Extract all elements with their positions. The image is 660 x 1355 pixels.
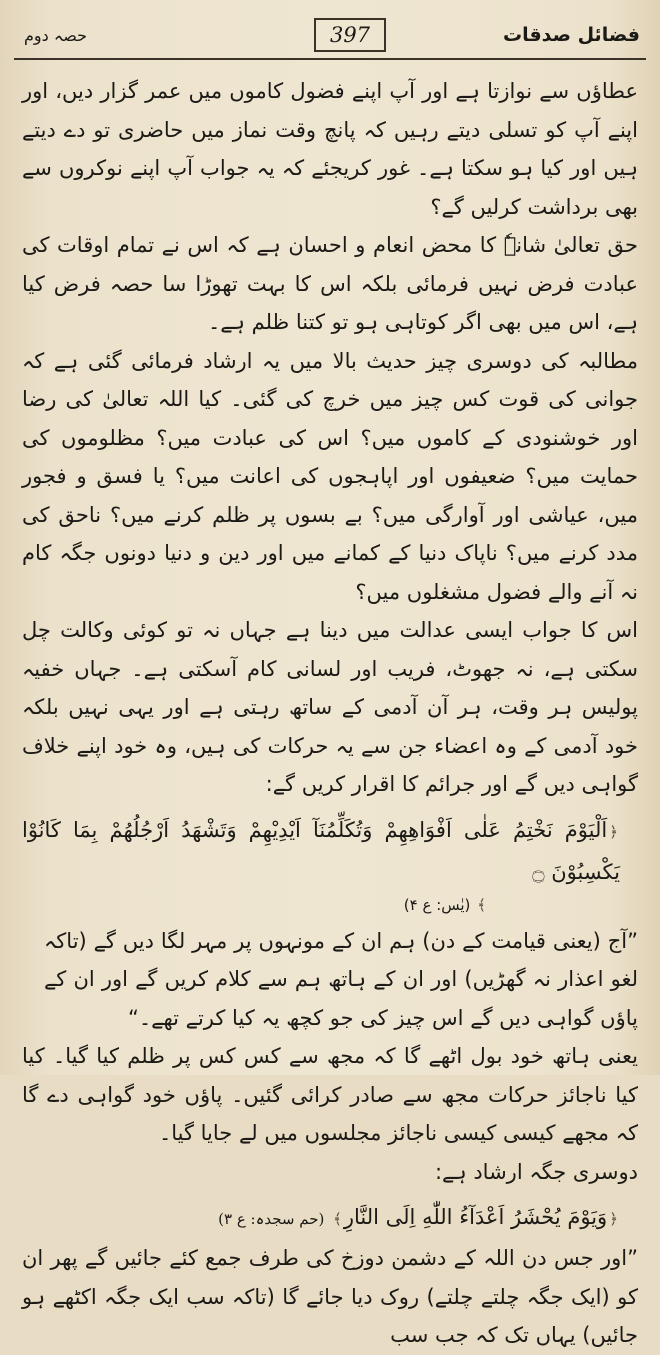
verse-bracket-open-icon: ﴿ bbox=[609, 822, 618, 841]
paragraph-1: عطاؤں سے نوازتا ہے اور آپ اپنے فضول کاموں میں عمر گزار دیں، اور اپنے آپ کو تسلی دیتے رہیں کہ پانچ وقت نماز میں حاضری تو دے دیتے ہیں اور کیا ہو سکتا ہے۔ غور کریجئے کہ یہ جواب آپ اپنے نوکروں سے بھی برداشت کرلیں گے؟ bbox=[22, 79, 638, 219]
verse-1-reference bbox=[22, 892, 638, 918]
verse-1-text: اَلْيَوْمَ نَخْتِمُ عَلٰى اَفْوَاهِهِمْ وَتُكَلِّمُنَآ اَيْدِيْهِمْ وَتَشْهَدُ اَرْجُلُهُمْ بِمَا كَانُوْا يَكْسِبُوْنَ ۝ bbox=[22, 817, 620, 884]
paragraph-3: مطالبہ کی دوسری چیز حدیث بالا میں یہ ارشاد فرمائی گئی ہے کہ جوانی کی قوت کس چیز میں خرچ کی گئی۔ کیا اللہ تعالیٰ کی رضا اور خوشنودی کے کاموں میں؟ اس کی عبادت میں؟ مظلوموں کی حمایت میں؟ ضعیفوں اور اپاہجوں کی اعانت میں؟ یا فسق و فجور میں، عیاشی اور آوارگی میں؟ بے بسوں پر ظلم کرنے میں؟ ناحق کی مدد کرنے میں؟ ناپاک دنیا کے کمانے میں اور دین و دنیا دونوں جگہ کام نہ آنے والے فضول مشغلوں میں؟ bbox=[22, 348, 638, 604]
page-number: 397 bbox=[314, 18, 386, 52]
paragraph-2: حق تعالیٰ شانہٗ کا محض انعام و احسان ہے کہ اس نے تمام اوقات کی عبادت فرض نہیں فرمائی بلکہ اس کا بہت تھوڑا سا حصہ فرض کیا ہے، اس میں بھی اگر کوتاہی ہو تو کتنا ظلم ہے۔ bbox=[22, 233, 638, 334]
verse-2-bracket-close-icon: ﴾ bbox=[333, 1210, 342, 1228]
page-body bbox=[22, 72, 638, 1355]
book-title: فضائل صدقات bbox=[502, 24, 640, 46]
page-header bbox=[14, 18, 646, 58]
translation-2: ”اور جس دن اللہ کے دشمن دوزخ کی طرف جمع کئے جائیں گے پھر ان کو (ایک جگہ چلتے چلتے) روک دیا جائے گا (تاکہ سب ایک جگہ اکٹھے ہو جائیں) یہاں تک کہ جب سب bbox=[22, 1246, 638, 1347]
verse-1-ref-text: (یٰس: ع ۴) bbox=[403, 895, 471, 914]
translation-1: ”آج (یعنی قیامت کے دن) ہم ان کے مونہوں پر مہر لگا دیں گے (تاکہ لغو اعذار نہ گھڑیں) اور ان کے ہاتھ ہم سے کلام کریں گے اور ان کے پاؤں گواہی دیں گے اس چیز کی جو کچھ یہ کیا کرتے تھے۔“ bbox=[44, 928, 638, 1030]
verse-bracket-close-icon: ﴾ bbox=[477, 895, 486, 914]
section-label: حصہ دوم bbox=[24, 26, 87, 45]
header-divider bbox=[14, 58, 646, 60]
verse-2-bracket-open-icon: ﴿ bbox=[609, 1210, 618, 1228]
paragraph-6: دوسری جگہ ارشاد ہے: bbox=[434, 1159, 638, 1184]
verse-2-reference: (حم سجدہ: ع ۳) bbox=[218, 1210, 325, 1228]
quran-verse-1 bbox=[22, 810, 638, 892]
verse-2-text: وَيَوْمَ يُحْشَرُ اَعْدَآءُ اللّٰهِ اِلَى النَّارِ bbox=[343, 1205, 608, 1229]
paragraph-5: یعنی ہاتھ خود بول اٹھے گا کہ مجھ سے کس کس پر ظلم کیا گیا۔ کیا کیا ناجائز حرکات مجھ سے صادر کرائی گئیں۔ پاؤں خود گواہی دے گا کہ مجھے کیسی کیسی ناجائز مجلسوں میں لے جایا گیا۔ bbox=[22, 1044, 638, 1145]
paragraph-4: اس کا جواب ایسی عدالت میں دینا ہے جہاں نہ تو کوئی وکالت چل سکتی ہے، نہ جھوٹ، فریب اور لسانی کام آسکتی ہے۔ جہاں خفیہ پولیس ہر وقت، ہر آن آدمی کے ساتھ رہتی ہے اور یہی نہیں بلکہ خود آدمی کے وہ اعضاء جن سے یہ حرکات کی ہیں، وہ خود اپنے خلاف گواہی دیں گے اور جرائم کا اقرار کریں گے: bbox=[22, 618, 638, 796]
quran-verse-2 bbox=[22, 1197, 638, 1239]
